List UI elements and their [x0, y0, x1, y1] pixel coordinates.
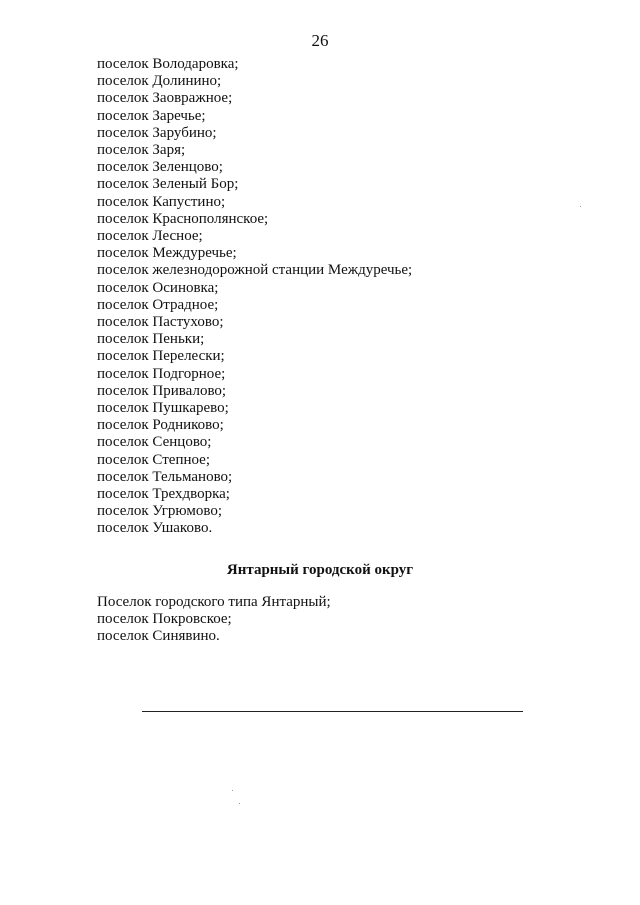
settlement-item: поселок Заря; [97, 142, 186, 159]
settlement-item: поселок Лесное; [97, 228, 203, 245]
section-settlement-list [97, 594, 331, 646]
settlement-item: поселок Пушкарево; [97, 400, 229, 417]
settlement-item: поселок Отрадное; [97, 296, 219, 313]
settlement-item: поселок Долинино; [97, 73, 222, 90]
settlement-list [97, 56, 412, 538]
settlement-item: поселок Перелески; [97, 348, 225, 365]
settlement-item: поселок Зеленый Бор; [97, 176, 239, 193]
section-settlement-item: Поселок городского типа Янтарный; [97, 594, 331, 610]
settlement-item: поселок Междуречье; [97, 245, 237, 262]
settlement-item: поселок Привалово; [97, 382, 227, 399]
settlement-item: поселок Зеленцово; [97, 159, 223, 176]
settlement-item: поселок Родниково; [97, 417, 224, 434]
scan-speck [232, 790, 233, 791]
settlement-item: поселок Угрюмово; [97, 503, 223, 520]
closing-rule [142, 711, 523, 712]
settlement-item: поселок Осиновка; [97, 279, 219, 296]
settlement-item: поселок Заречье; [97, 107, 206, 124]
settlement-item: поселок Ушаково. [97, 520, 213, 537]
settlement-item: поселок Капустино; [97, 193, 226, 210]
settlement-item: поселок Степное; [97, 451, 211, 468]
settlement-item: поселок Володаровка; [97, 56, 239, 72]
scan-speck [239, 803, 240, 804]
settlement-item: поселок Тельманово; [97, 468, 233, 485]
section-heading: Янтарный городской округ [226, 562, 414, 578]
settlement-item: поселок Заовражное; [97, 90, 233, 107]
settlement-item: поселок Трехдворка; [97, 486, 230, 503]
section-settlement-item: поселок Покровское; [97, 611, 232, 628]
page-number: 26 [311, 31, 329, 50]
settlement-item: поселок Зарубино; [97, 124, 217, 141]
settlement-item: поселок Краснополянское; [97, 210, 269, 227]
settlement-item: поселок Сенцово; [97, 434, 212, 451]
settlement-item: поселок железнодорожной станции Междуречье; [97, 262, 413, 279]
scan-speck [580, 206, 581, 207]
settlement-item: поселок Пастухово; [97, 314, 224, 331]
settlement-item: поселок Подгорное; [97, 365, 226, 382]
section-settlement-item: поселок Синявино. [97, 628, 220, 645]
settlement-item: поселок Пеньки; [97, 331, 205, 348]
